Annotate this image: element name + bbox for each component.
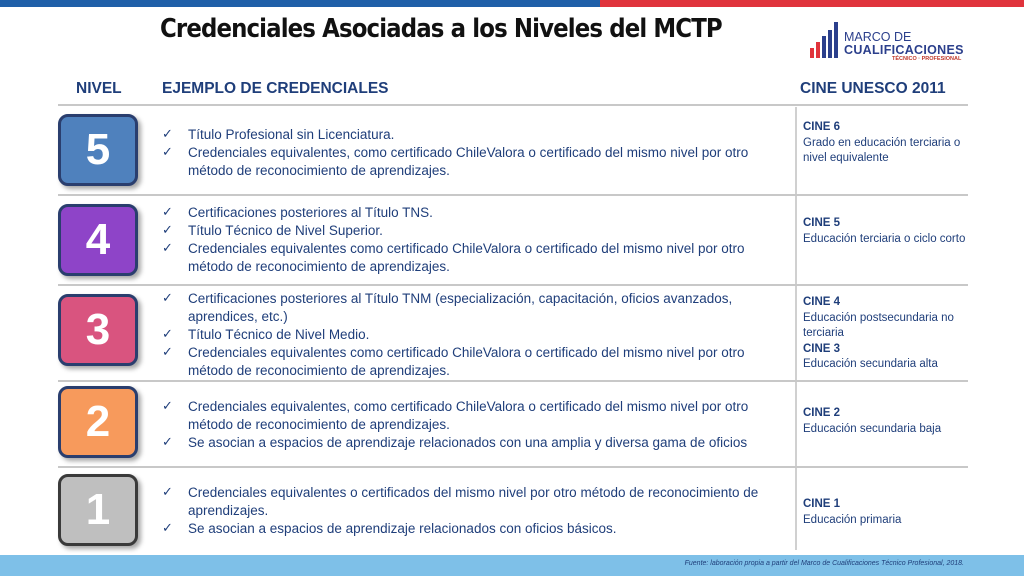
credential-text: Credenciales equivalentes, como certificado ChileValora o certificado del mismo nivel por otro método de reconocimiento de aprendizajes. [188, 399, 749, 432]
row-divider [58, 194, 968, 196]
credential-list-4 [162, 204, 772, 276]
column-divider [795, 107, 797, 550]
level-badge-1: 1 [58, 474, 138, 546]
credential-text: Título Profesional sin Licenciatura. [188, 127, 395, 142]
cine-cell-1 [803, 497, 968, 528]
header-cine: CINE UNESCO 2011 [800, 80, 946, 97]
checkmark-icon: ✓ [162, 327, 173, 342]
checkmark-icon: ✓ [162, 435, 173, 450]
checkmark-icon: ✓ [162, 127, 173, 142]
logo-text-line3: TÉCNICO · PROFESIONAL [892, 56, 962, 62]
credential-item [162, 204, 772, 222]
footer-bar [0, 555, 1024, 576]
credential-item [162, 398, 772, 434]
logo-text-line2: CUALIFICACIONES [844, 43, 964, 57]
logo-text-line1: MARCO DE [844, 30, 912, 44]
top-color-bar [0, 0, 1024, 7]
checkmark-icon: ✓ [162, 205, 173, 220]
credential-text: Credenciales equivalentes, como certificado ChileValora o certificado del mismo nivel por otro método de reconocimiento de aprendizajes. [188, 145, 749, 178]
credential-text: Credenciales equivalentes como certificado ChileValora o certificado del mismo nivel por otro método de reconocimiento de aprendizajes. [188, 345, 745, 378]
credential-item [162, 434, 772, 452]
credential-text: Título Técnico de Nivel Superior. [188, 223, 383, 238]
level-badge-5: 5 [58, 114, 138, 186]
footer-source: Fuente: laboración propia a partir del Marco de Cualificaciones Técnico Profesional, 2018. [684, 560, 964, 567]
credential-item [162, 344, 772, 380]
credential-text: Credenciales equivalentes o certificados del mismo nivel por otro método de reconocimiento de aprendizajes. [188, 485, 759, 518]
checkmark-icon: ✓ [162, 241, 173, 256]
credential-text: Se asocian a espacios de aprendizaje relacionados con una amplia y diversa gama de oficios [188, 435, 748, 450]
credential-text: Título Técnico de Nivel Medio. [188, 327, 370, 342]
level-badge-3: 3 [58, 294, 138, 366]
cine-description: Educación secundaria alta [803, 358, 938, 370]
slide-title: Credenciales Asociadas a los Niveles del MCTP [160, 14, 722, 44]
credential-text: Certificaciones posteriores al Título TNS. [188, 205, 433, 220]
top-bar-blue [0, 0, 600, 7]
row-divider [58, 380, 968, 382]
cine-cell-5 [803, 120, 968, 167]
cine-description: Educación secundaria baja [803, 422, 942, 435]
cine-cell-3 [803, 295, 968, 373]
cine-level: CINE 2 [803, 407, 841, 419]
checkmark-icon: ✓ [162, 345, 173, 360]
credential-item [162, 520, 772, 538]
header-ejemplo: EJEMPLO DE CREDENCIALES [162, 80, 389, 97]
credential-text: Certificaciones posteriores al Título TNM (especialización, capacitación, oficios avanzados, aprendices, etc.) [188, 291, 733, 324]
row-divider [58, 466, 968, 468]
checkmark-icon: ✓ [162, 223, 173, 238]
checkmark-icon: ✓ [162, 521, 173, 536]
checkmark-icon: ✓ [162, 145, 173, 160]
top-bar-red [600, 0, 1024, 7]
credential-item [162, 484, 772, 520]
credential-item [162, 126, 772, 144]
checkmark-icon: ✓ [162, 399, 173, 414]
cine-level: CINE 4 [803, 296, 841, 308]
cine-level: CINE 3 [803, 342, 841, 355]
credential-item [162, 222, 772, 240]
cine-level: CINE 6 [803, 121, 841, 133]
cine-level: CINE 1 [803, 498, 841, 510]
logo-bars-icon [808, 18, 844, 58]
marco-cualificaciones-logo [808, 16, 978, 62]
credential-item [162, 240, 772, 276]
credential-list-5 [162, 126, 772, 180]
credential-text: Credenciales equivalentes como certificado ChileValora o certificado del mismo nivel por otro método de reconocimiento de aprendizajes. [188, 241, 745, 274]
header-nivel: NIVEL [76, 80, 122, 97]
header-divider [58, 104, 968, 106]
cine-description: Grado en educación terciaria o nivel equivalente [803, 136, 961, 164]
credential-item [162, 290, 772, 326]
cine-level: CINE 5 [803, 217, 841, 229]
checkmark-icon: ✓ [162, 291, 173, 306]
cine-cell-4 [803, 216, 968, 247]
checkmark-icon: ✓ [162, 485, 173, 500]
credential-list-1 [162, 484, 772, 538]
row-divider [58, 284, 968, 286]
cine-description: Educación terciaria o ciclo corto [803, 232, 966, 245]
credential-list-3 [162, 290, 772, 380]
cine-description: Educación postsecundaria no terciaria [803, 311, 954, 339]
cine-cell-2 [803, 406, 968, 437]
level-badge-4: 4 [58, 204, 138, 276]
credential-list-2 [162, 398, 772, 452]
credential-item [162, 326, 772, 344]
cine-description: Educación primaria [803, 513, 902, 526]
level-badge-2: 2 [58, 386, 138, 458]
credential-text: Se asocian a espacios de aprendizaje relacionados con oficios básicos. [188, 521, 617, 536]
credential-item [162, 144, 772, 180]
